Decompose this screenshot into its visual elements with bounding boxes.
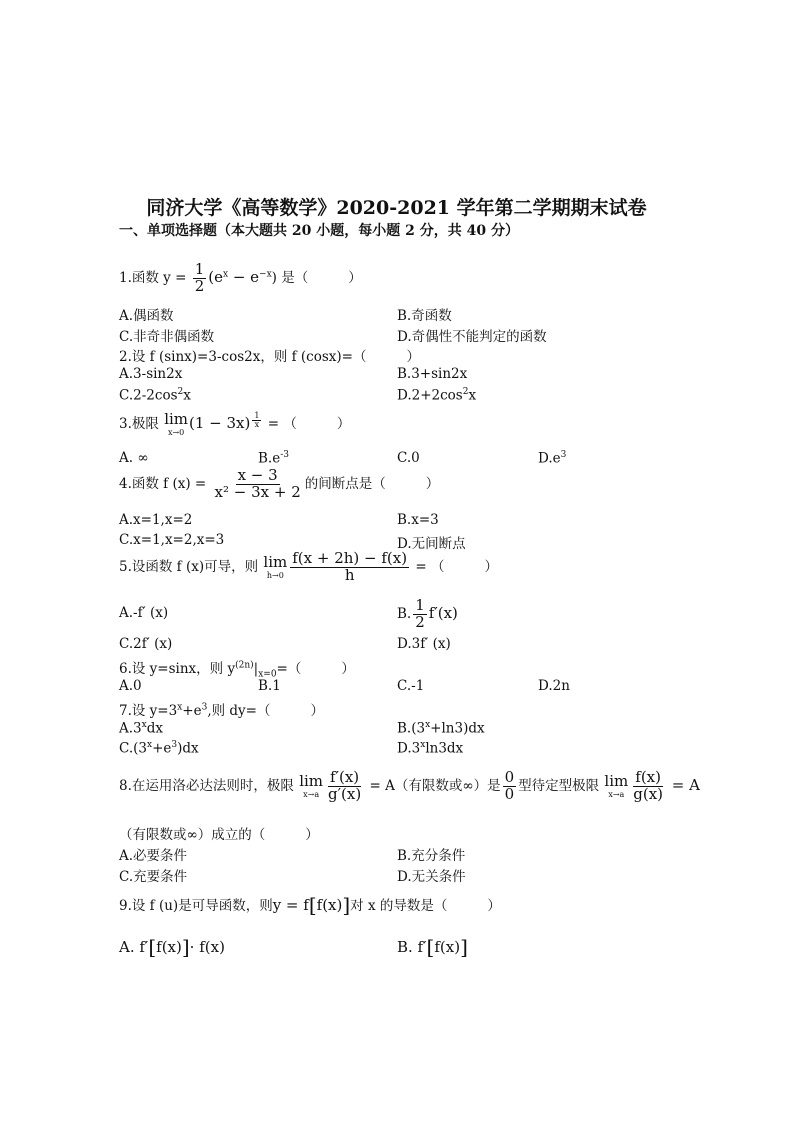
question-8-option-c[interactable]: C.充要条件 (119, 869, 188, 885)
fraction: $\frac{f(x)}{g(x)}$ (633, 768, 664, 803)
question-4-option-a[interactable]: A.x=1,x=2 (119, 512, 193, 528)
question-1-option-d[interactable]: D.奇偶性不能判定的函数 (397, 329, 547, 345)
question-7-option-a[interactable]: A.3$^x$dx (119, 720, 163, 737)
question-2-option-c[interactable]: $C.2-2\cos^2x$ (119, 387, 191, 404)
question-1-option-a[interactable]: A.偶函数 (119, 308, 174, 324)
question-8-option-a[interactable]: A.必要条件 (119, 848, 188, 864)
fraction: $\frac{1}{2}$ (415, 596, 425, 631)
question-8-stem: 8.在运用洛必达法则时，极限 lim x→a $\frac{f'(x)}{g'(x)}$ = A（有限数或∞）是 $\frac{0}{0}$ 型待定型极限 lim x→a $\frac{f(x)}{g(x)}$ = A (119, 768, 700, 803)
limit: lim x→a (299, 771, 324, 799)
question-5-stem: 5.设函数 f (x)可导，则 lim h→0 $\frac{f(x + 2h) - f(x)}{h}$ = （ ） (119, 549, 498, 584)
section-heading: 一、单项选择题（本大题共 20 小题，每小题 2 分，共 40 分） (119, 223, 519, 239)
question-4-option-c[interactable]: C.x=1,x=2,x=3 (119, 532, 225, 548)
question-3-option-b[interactable]: $B.e^{-3}$ (258, 450, 289, 467)
question-9-stem: 9.设 f (u)是可导函数，则y = f[f(x)]对 x 的导数是（ ） (119, 893, 501, 917)
question-2-option-d[interactable]: $D.2+2\cos^2x$ (397, 387, 477, 404)
question-6-option-b[interactable]: B.1 (258, 678, 281, 694)
question-3-option-a[interactable]: A. ∞ (119, 450, 149, 466)
question-9-option-a[interactable]: A. f′[f(x)]· f(x) (119, 935, 225, 959)
page-title: 同济大学《高等数学》2020-2021 学年第二学期期末试卷 (146, 197, 647, 219)
question-4-stem: 4.函数 f (x) = $\frac{x - 3}{\text{x² − 3x + 2}}$ 的间断点是（ ） (119, 466, 440, 501)
question-3-stem: 3.极限 lim x→0 (1 − 3x) $\frac{1}{x}$ = （ ） (119, 410, 351, 437)
limit: lim x→0 (164, 410, 189, 437)
fraction: $\frac{f(x + 2h) - f(x)}{h}$ (292, 549, 408, 584)
question-5-option-b[interactable]: B. $\frac{1}{2}$ f′(x) (397, 596, 458, 631)
fraction: $\frac{0}{0}$ (504, 768, 515, 803)
fraction: $\frac{1}{2}$ (194, 260, 205, 295)
question-7-option-b[interactable]: $B.(3^x+\ln 3)dx$ (397, 720, 485, 737)
question-6-stem: 6.设 y=sinx，则 $y^{(2n)}|_{x=0}=$（ ） (119, 660, 355, 680)
question-8-option-d[interactable]: D.无关条件 (397, 869, 466, 885)
question-6-option-d[interactable]: D.2n (538, 678, 570, 694)
question-3-option-d[interactable]: $D.e^3$ (538, 450, 567, 467)
question-5-option-c[interactable]: C.2f′ (x) (119, 636, 173, 652)
question-1-stem: 1.函数 y = $\frac{1}{2}$ $(e^x - e^{-x})$ 是（ ） (119, 260, 362, 295)
question-9-option-b[interactable]: B. f′[f(x)] (397, 935, 468, 959)
limit: lim h→0 (263, 552, 288, 580)
question-7-option-c[interactable]: $C.(3^x+e^3)dx$ (119, 740, 199, 757)
question-7-stem: 7.设 $y=3^x+e^3$,则 dy=（ ） (119, 702, 324, 719)
question-1-option-c[interactable]: C.非奇非偶函数 (119, 329, 215, 345)
question-8-option-b[interactable]: B.充分条件 (397, 848, 466, 864)
question-3-option-c[interactable]: C.0 (397, 450, 420, 466)
question-2-stem: 2.设 f (sinx)=3-cos2x，则 f (cosx)=（ ） (119, 349, 420, 365)
question-2-option-a[interactable]: A.3-sin2x (119, 366, 183, 382)
question-4-option-b[interactable]: B.x=3 (397, 512, 439, 528)
question-1-option-b[interactable]: B.奇函数 (397, 308, 452, 324)
question-8-stem-line-2: （有限数或∞）成立的（ ） (119, 827, 319, 843)
question-6-option-a[interactable]: A.0 (119, 678, 142, 694)
question-6-option-c[interactable]: C.-1 (397, 678, 425, 694)
question-2-option-b[interactable]: B.3+sin2x (397, 366, 468, 382)
limit: lim x→a (604, 771, 629, 799)
question-4-option-d[interactable]: D.无间断点 (397, 536, 466, 552)
question-5-option-d[interactable]: D.3f′ (x) (397, 636, 451, 652)
exponent-fraction: $\frac{1}{x}$ (254, 411, 260, 430)
question-5-option-a[interactable]: A.-f′ (x) (119, 605, 169, 621)
question-7-option-d[interactable]: D.3$^x$ln3dx (397, 740, 464, 757)
fraction: $\frac{f'(x)}{g'(x)}$ (328, 768, 362, 803)
fraction: $\frac{x - 3}{\text{x² − 3x + 2}}$ (214, 466, 301, 501)
